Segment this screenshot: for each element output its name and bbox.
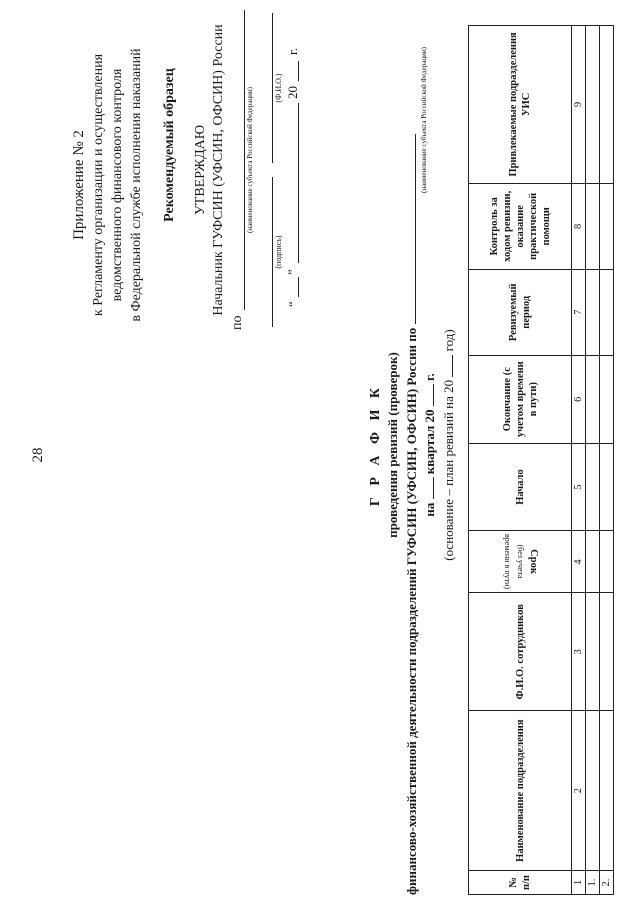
date-quote-close: ”	[285, 269, 300, 275]
term-note: (без учета времени в пути)	[502, 534, 525, 590]
column-number: 2	[572, 711, 586, 871]
approval-po: по	[230, 315, 245, 330]
schedule-line1: проведения ревизий (проверок)	[385, 352, 400, 538]
fio-line	[272, 13, 273, 163]
schedule-heading	[368, 135, 401, 755]
column-number: 7	[572, 269, 586, 355]
quarter-row	[421, 285, 438, 605]
fio-caption: (Ф.И.О.)	[274, 73, 283, 103]
table-cell	[586, 593, 600, 711]
table-cell	[600, 443, 614, 531]
day-line	[298, 277, 299, 297]
appendix-line: ведомственного финансового контроля	[110, 68, 125, 302]
month-line	[298, 103, 299, 263]
approval-word: УТВЕРЖДАЮ	[193, 124, 208, 216]
year-suffix: г.	[285, 47, 300, 55]
col-header-start: Начало	[469, 443, 572, 531]
table-header-row	[469, 26, 572, 895]
schedule-line2: финансово-хозяйственной деятельности подразделений ГУФСИН (УФСИН, ОФСИН) России по	[404, 327, 419, 895]
subject-line	[244, 10, 245, 310]
schedule-title: Г Р А Ф И К	[368, 383, 383, 507]
date-quote-open: “	[285, 301, 300, 307]
schedule-line2-row	[403, 25, 421, 895]
table-cell	[600, 531, 614, 593]
basis-row	[440, 285, 457, 605]
term-label: Срок	[527, 549, 539, 575]
term-label-rotated	[501, 534, 540, 591]
col-header-number: № п/п	[469, 871, 572, 895]
column-number: 1	[572, 871, 586, 895]
appendix-title: Приложение № 2	[71, 130, 87, 240]
column-number: 8	[572, 183, 586, 269]
appendix-line: к Регламенту организации и осуществления	[91, 53, 106, 317]
quarter-year-blank	[421, 384, 434, 406]
column-number: 9	[572, 26, 586, 184]
quarter-prefix: на	[422, 502, 437, 517]
signature-caption: (подпись)	[274, 235, 283, 269]
basis-prefix: (основание – план ревизий на 20	[441, 379, 456, 561]
table-cell	[586, 183, 600, 269]
schedule-table	[468, 25, 614, 895]
table-cell	[600, 711, 614, 871]
quarter-suffix: г.	[422, 373, 437, 381]
year-prefix: 20	[285, 86, 300, 99]
column-number-row	[572, 26, 586, 895]
year-line	[298, 61, 299, 81]
col-header-involved: Привлекаемые подразделения УИС	[469, 26, 572, 184]
approval-position: Начальник ГУФСИН (УФСИН, ОФСИН) России	[211, 24, 226, 316]
schedule-subject-caption: (наименование субъекта Российской Федерации)	[420, 47, 428, 193]
table-cell	[600, 593, 614, 711]
column-number: 3	[572, 593, 586, 711]
column-number: 6	[572, 355, 586, 443]
table-cell	[586, 355, 600, 443]
table-cell	[586, 711, 600, 871]
quarter-text: квартал 20	[422, 409, 437, 475]
row-number: 2.	[600, 871, 614, 895]
col-header-period: Ревизуемый период	[469, 269, 572, 355]
approval-block	[192, 10, 228, 330]
col-header-staff: Ф.И.О. сотрудников	[469, 593, 572, 711]
table-cell	[586, 531, 600, 593]
subject-blank	[403, 134, 416, 324]
col-header-end: Окончание (с учетом времени в пути)	[469, 355, 572, 443]
column-number: 4	[572, 531, 586, 593]
table-row	[586, 26, 600, 895]
basis-blank	[440, 355, 453, 377]
quarter-blank	[421, 477, 434, 499]
subject-caption: (наименование субъекта Российской Федерации)	[246, 87, 254, 233]
table-cell	[600, 183, 614, 269]
col-header-unit: Наименование подразделения	[469, 711, 572, 871]
recommended-sample-label: Рекомендуемый образец	[162, 68, 177, 222]
column-number: 5	[572, 443, 586, 531]
table-cell	[600, 26, 614, 184]
appendix-line: в Федеральной службе исполнения наказаний	[129, 48, 144, 322]
appendix-block	[70, 25, 146, 345]
table-cell	[586, 443, 600, 531]
table-cell	[586, 26, 600, 184]
row-number: 1.	[586, 871, 600, 895]
table-row	[600, 26, 614, 895]
page-number: 28	[30, 447, 46, 463]
table-cell	[586, 269, 600, 355]
basis-suffix: год)	[441, 329, 456, 352]
table-cell	[600, 355, 614, 443]
table-cell	[600, 269, 614, 355]
signature-line	[272, 177, 273, 327]
col-header-term	[469, 531, 572, 593]
col-header-control: Контроль за ходом ревизии, оказание практической помощи	[469, 183, 572, 269]
